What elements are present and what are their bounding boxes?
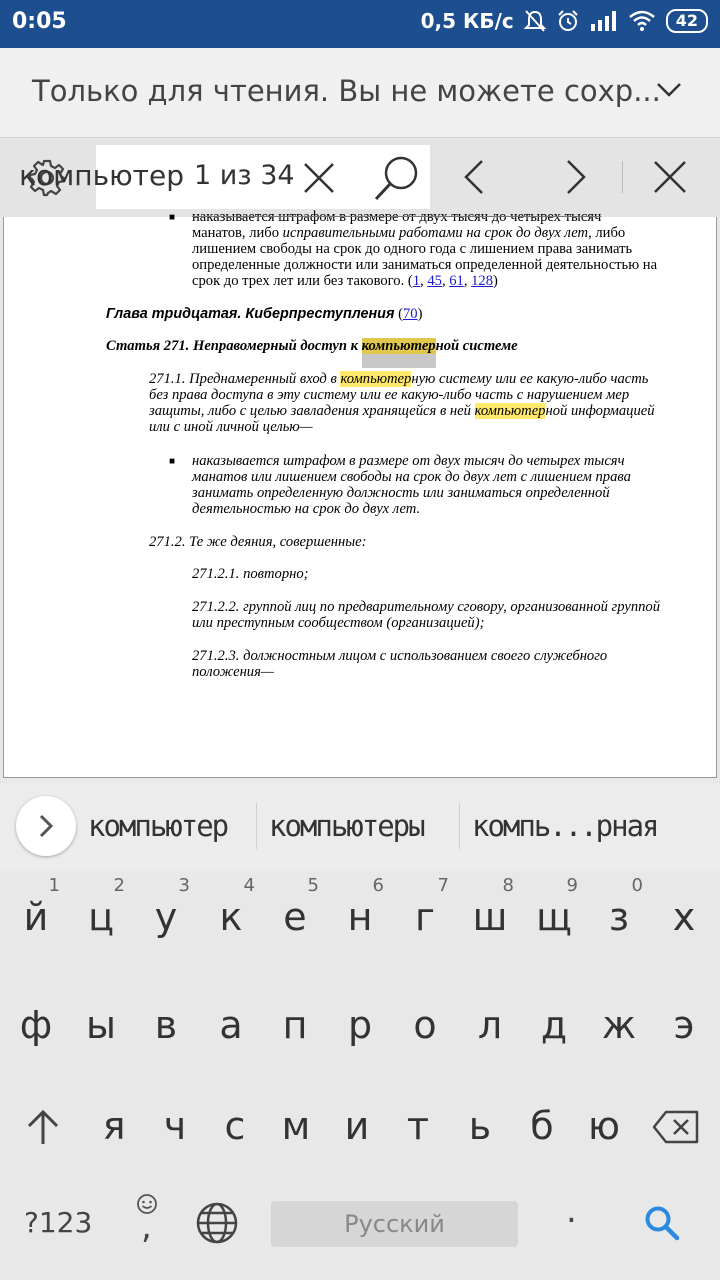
chevron-right-icon [36, 814, 56, 838]
text-line: манатов, либо исправительными работами на срок до двух лет, либо [192, 225, 626, 241]
bullet: ■ [169, 212, 176, 223]
soft-keyboard [0, 871, 720, 1280]
suggestion-item[interactable]: компь...рная [472, 809, 658, 843]
text-line: или с иной личной целью— [149, 419, 313, 435]
bullet: ■ [169, 456, 176, 467]
key[interactable]: 3 у [154, 875, 190, 939]
search-match: компьютер [340, 371, 412, 387]
text-line: деятельностью на срок до двух лет. [192, 501, 421, 517]
key[interactable]: я [102, 1104, 126, 1148]
key[interactable]: 4 к [219, 875, 255, 939]
key[interactable]: ф [19, 1003, 53, 1047]
result-count: 1 из 34 [194, 160, 295, 191]
text-line: 271.1. Преднамеренный вход в компьютерную систему или ее какую-либо часть [149, 371, 649, 387]
search-match: компьютер [474, 403, 546, 419]
chevron-right-icon[interactable] [560, 159, 590, 195]
chapter-heading: Глава тридцатая. Киберпреступления (70) [106, 306, 423, 322]
close-icon[interactable] [302, 161, 336, 195]
key[interactable]: п [282, 1003, 308, 1047]
suggestion-strip [0, 783, 720, 871]
text-line: лишением свободы на срок до одного года с лишением права занимать [192, 241, 633, 257]
text-line: 271.2.3. должностным лицом с использованием своего служебного [192, 648, 608, 664]
key[interactable]: р [347, 1003, 373, 1047]
key[interactable]: т [406, 1104, 430, 1148]
symbols-key[interactable]: ?123 [24, 1206, 93, 1239]
key[interactable]: 1 й [23, 875, 60, 939]
document-viewport[interactable] [0, 209, 720, 783]
key[interactable]: б [530, 1104, 554, 1148]
key[interactable]: д [540, 1003, 568, 1047]
key[interactable]: а [219, 1003, 243, 1047]
status-bar [0, 0, 720, 48]
key[interactable]: 5 е [283, 875, 319, 939]
text-line: без права доступа в эту систему или ее какую-либо часть с нарушением мер [149, 387, 630, 403]
key[interactable]: 6 н [347, 875, 384, 939]
globe-icon[interactable] [195, 1201, 239, 1245]
divider [622, 161, 623, 193]
battery-indicator: 42 [666, 9, 708, 33]
clock: 0:05 [12, 9, 67, 34]
text-line: защиты, либо с целью завладения хранящейся в ней компьютерной информацией [149, 403, 655, 419]
key[interactable]: ч [163, 1104, 187, 1148]
suggestion-item[interactable]: компьютер [88, 809, 228, 843]
text-line: наказывается штрафом в размере от двух тысяч до четырех тысяч [192, 209, 602, 225]
backspace-icon [652, 1110, 700, 1144]
comma-key[interactable]: , [134, 1193, 158, 1253]
key[interactable]: э [673, 1003, 695, 1047]
key[interactable]: ю [588, 1104, 620, 1148]
text-line: 271.2.1. повторно; [192, 566, 309, 582]
text-line: положения— [192, 664, 274, 680]
key[interactable]: л [477, 1003, 503, 1047]
search-icon[interactable] [644, 1205, 680, 1241]
key[interactable]: 8 ш [472, 875, 514, 939]
status-icons [421, 9, 708, 33]
ref-link[interactable]: 128 [471, 273, 494, 289]
wifi-icon [628, 10, 656, 32]
network-speed: 0,5 КБ/с [420, 9, 514, 33]
text-line: срок до трех лет или без такового. (1, 45, 61, 128) [192, 273, 498, 289]
key[interactable]: х [672, 895, 696, 939]
bell-off-icon [524, 9, 546, 33]
ref-link[interactable]: 45 [427, 273, 442, 289]
backspace-key[interactable] [644, 1080, 708, 1160]
space-bar[interactable]: Русский [271, 1201, 518, 1247]
divider [459, 803, 460, 849]
expand-suggestions-button[interactable] [16, 796, 76, 856]
key[interactable]: 0 з [608, 875, 643, 939]
key[interactable]: в [154, 1003, 178, 1047]
divider [256, 803, 257, 849]
find-toolbar [0, 139, 720, 217]
key[interactable]: 2 ц [88, 875, 125, 939]
search-field[interactable] [19, 145, 430, 209]
ref-link[interactable]: 61 [449, 273, 464, 289]
key[interactable]: ы [85, 1003, 116, 1047]
alarm-icon [556, 9, 580, 33]
key[interactable]: м [281, 1104, 311, 1148]
readonly-message: Только для чтения. Вы не можете сохр... [32, 74, 661, 108]
current-match: компьютер [362, 338, 436, 368]
text-line: наказывается штрафом в размере от двух тысяч до четырех тысяч [192, 453, 625, 469]
close-search-icon[interactable] [652, 159, 688, 195]
key[interactable]: 9 щ [536, 875, 578, 939]
text-line: 271.2.2. группой лиц по предварительному сговору, организованной группой [192, 599, 661, 615]
key[interactable]: о [413, 1003, 437, 1047]
text-line: определенные должности или заниматься определенной деятельностью на [192, 257, 658, 273]
key[interactable]: ж [601, 1003, 637, 1047]
ref-link[interactable]: 70 [402, 306, 418, 322]
document-page[interactable] [3, 209, 717, 778]
key[interactable]: и [344, 1104, 370, 1148]
shift-arrow-icon [26, 1110, 60, 1146]
period-key[interactable]: . [566, 1191, 577, 1231]
search-icon[interactable] [372, 153, 422, 203]
article-heading: Статья 271. Неправомерный доступ к компьютерной системе [106, 338, 518, 354]
text-line: 271.2. Те же деяния, совершенные: [149, 534, 367, 550]
key[interactable]: с [224, 1104, 246, 1148]
shift-key[interactable] [10, 1080, 74, 1160]
chevron-down-icon[interactable] [656, 82, 682, 98]
readonly-banner[interactable] [0, 48, 720, 138]
chevron-left-icon[interactable] [460, 159, 490, 195]
signal-icon [590, 10, 618, 32]
search-input[interactable]: компьютер [19, 159, 184, 192]
text-line: или преступным сообществом (организацией); [192, 615, 485, 631]
suggestion-item[interactable]: компьютеры [269, 809, 424, 843]
key[interactable]: ь [468, 1104, 492, 1148]
ref-link[interactable]: 1 [412, 273, 421, 289]
key[interactable]: 7 г [415, 875, 449, 939]
text-line: занимать определенную должность или заниматься определенной [192, 485, 610, 501]
text-line: манатов или лишением свободы на срок до двух лет с лишением права [192, 469, 631, 485]
